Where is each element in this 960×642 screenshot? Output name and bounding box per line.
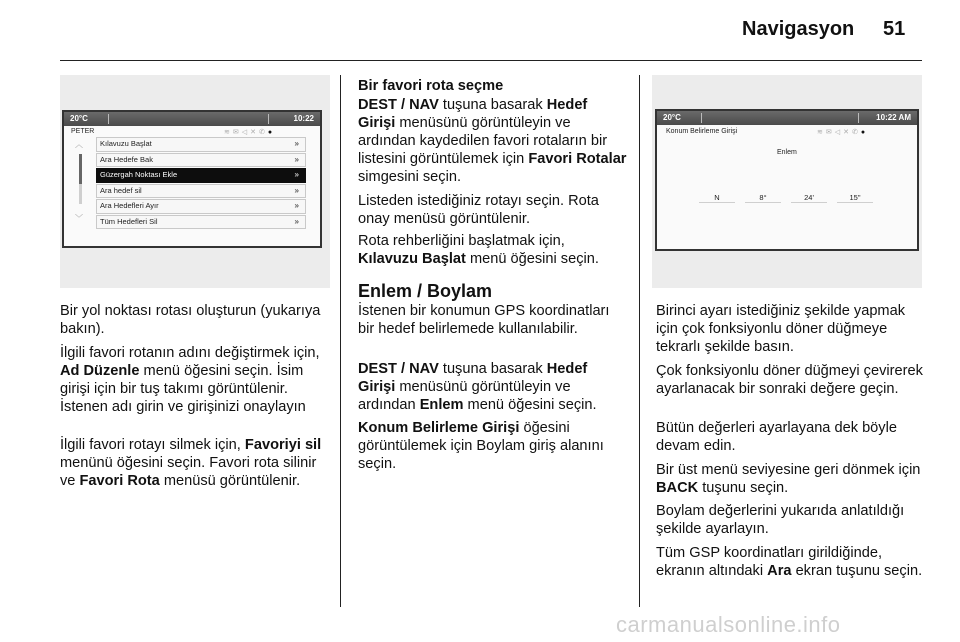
text-run: ekran tuşunu seçin.	[795, 563, 923, 579]
scroll-down-icon[interactable]: ﹀	[75, 214, 83, 223]
watermark: carmanualsonline.info	[616, 612, 841, 637]
col1-paragraph-3	[60, 436, 332, 490]
col2-paragraph-2: Listeden istediğiniz rotayı seçin. Rota onay menüsü görüntülenir.	[358, 193, 599, 227]
chevron-right-icon: »	[294, 139, 299, 148]
menu-term-hedef-girisi: Hedef Girişi	[358, 97, 588, 131]
latitude-label: Enlem	[777, 149, 797, 156]
menu-term-favori-rota: Favori Rota	[79, 473, 160, 489]
volume-icon: ◁	[241, 129, 251, 136]
col3-paragraph-2: Çok fonksiyonlu döner düğmeyi çevirerek ayarlanacak bir sonraki değere geçin.	[656, 363, 923, 397]
chevron-right-icon: »	[294, 201, 299, 210]
text-run: menü öğesini seçin.	[467, 397, 597, 413]
chevron-right-icon: »	[294, 170, 299, 179]
chevron-right-icon: »	[294, 185, 299, 195]
mute-icon: ✕	[843, 129, 853, 136]
left-screenshot-frame	[60, 75, 330, 288]
temperature-readout: 20°C	[70, 114, 88, 123]
page-number: 51	[883, 18, 906, 40]
section-heading-enlem-boylam: Enlem / Boylam	[358, 281, 493, 301]
menu-term-favoriyi-sil: Favoriyi sil	[244, 437, 322, 453]
chevron-right-icon: »	[294, 154, 299, 164]
minutes-field[interactable]: 24'	[791, 193, 827, 203]
text-run: Bir üst menü seviyesine geri dönmek için	[656, 462, 921, 478]
col3-paragraph-5: Boylam değerlerini yukarıda anlatıldığı şekilde ayarlayın.	[656, 503, 905, 537]
col2-paragraph-3	[358, 232, 628, 268]
col1-paragraph-1: Bir yol noktası rotası oluşturun (yukarıya bakın).	[60, 303, 321, 337]
scrollbar-thumb[interactable]	[79, 154, 82, 184]
col3-paragraph-6	[656, 544, 928, 580]
menu-term-hedef-girisi: Hedef Girişi	[358, 361, 588, 395]
menu-title: PETER	[71, 128, 95, 135]
menu-item-ara-hedefe-bak[interactable]	[96, 153, 306, 168]
col2-paragraph-1	[358, 96, 628, 186]
message-icon: ✉	[825, 129, 835, 136]
text-run: Tüm GSP koordinatları girildiğinde, ekranın altındaki	[656, 545, 883, 579]
col1-paragraph-2	[60, 344, 332, 416]
right-display-screen	[655, 109, 919, 251]
text-run: simgesini seçin.	[358, 169, 462, 185]
status-separator	[701, 113, 702, 123]
menu-term-konum-belirleme-girisi: Konum Belirleme Girişi	[358, 420, 520, 436]
text-run: menü öğesini seçin.	[469, 251, 599, 267]
status-icons	[224, 128, 275, 136]
phone-icon: ✆	[259, 129, 268, 136]
menu-item-label: Ara Hedefleri Ayır	[100, 201, 159, 210]
key-term-dest-nav: DEST / NAV	[358, 97, 439, 113]
key-term-back: BACK	[656, 480, 699, 496]
col2-paragraph-6	[358, 419, 628, 473]
status-separator	[268, 114, 269, 124]
header-rule	[60, 60, 922, 61]
menu-item-label: Ara Hedefe Bak	[100, 154, 153, 164]
menu-item-ara-hedefleri-ayir[interactable]	[96, 199, 306, 214]
menu-term-favori-rotalar: Favori Rotalar	[528, 151, 627, 167]
menu-list	[96, 137, 306, 230]
menu-item-guzergah-noktasi-ekle[interactable]	[96, 168, 306, 183]
col2-paragraph-5	[358, 360, 628, 414]
volume-icon: ◁	[834, 129, 844, 136]
column-divider	[639, 75, 640, 607]
menu-item-label: Tüm Hedefleri Sil	[100, 216, 158, 226]
info-icon: ●	[267, 129, 276, 136]
left-display-screen	[62, 110, 322, 248]
status-separator	[108, 114, 109, 124]
page-title: Navigasyon	[742, 18, 855, 40]
mute-icon: ✕	[250, 129, 260, 136]
menu-item-kilavuzu-baslat[interactable]	[96, 137, 306, 152]
key-term-dest-nav: DEST / NAV	[358, 361, 439, 377]
text-run: tuşuna basarak	[442, 97, 543, 113]
right-screenshot-frame	[652, 75, 922, 288]
clock-readout: 10:22	[293, 114, 314, 123]
text-run: öğesini görüntülemek için Boylam giriş alanını seçin.	[358, 420, 604, 472]
text-run: tuşunu seçin.	[702, 480, 789, 496]
text-run: Rota rehberliğini başlatmak için,	[358, 233, 565, 249]
menu-item-label: Kılavuzu Başlat	[100, 139, 152, 148]
info-icon: ●	[860, 129, 869, 136]
status-bar	[657, 111, 917, 125]
text-run: menünü öğesini seçin. Favori rota silinir ve	[60, 455, 317, 489]
message-icon: ✉	[232, 129, 242, 136]
text-run: İlgili favori rotayı silmek için,	[60, 437, 241, 453]
menu-term-enlem: Enlem	[419, 397, 464, 413]
text-run: menüsünü görüntüleyin ve ardından	[358, 379, 571, 413]
menu-item-label: Ara hedef sil	[100, 185, 142, 195]
text-run: tuşuna basarak	[442, 361, 543, 377]
menu-term-ad-duzenle: Ad Düzenle	[60, 363, 140, 379]
menu-title: Konum Belirleme Girişi	[666, 128, 738, 135]
status-separator	[858, 113, 859, 123]
menu-item-label: Güzergah Noktası Ekle	[100, 170, 178, 179]
section-heading-favori-rota: Bir favori rota seçme	[358, 78, 504, 94]
signal-icon: ≋	[224, 129, 233, 136]
degrees-field[interactable]: 8°	[745, 193, 781, 203]
status-icons	[817, 128, 868, 136]
text-run: İlgili favori rotanın adını değiştirmek için,	[60, 345, 320, 361]
col2-paragraph-4: İstenen bir konumun GPS koordinatları bir hedef belirlemede kullanılabilir.	[358, 303, 610, 337]
phone-icon: ✆	[852, 129, 861, 136]
menu-term-kilavuzu-baslat: Kılavuzu Başlat	[358, 251, 466, 267]
menu-item-ara-hedef-sil[interactable]	[96, 184, 306, 199]
menu-item-tum-hedefleri-sil[interactable]	[96, 215, 306, 230]
col3-paragraph-3: Bütün değerleri ayarlayana dek böyle devam edin.	[656, 420, 897, 454]
scroll-up-icon[interactable]: ︿	[75, 140, 83, 149]
temperature-readout: 20°C	[663, 113, 681, 122]
text-run: menü öğesini seçin. İsim girişi için bir tuş takımı görüntülenir. İstenen adı girin ve girişinizi onaylayın	[60, 363, 306, 415]
chevron-right-icon: »	[294, 216, 299, 226]
signal-icon: ≋	[817, 129, 826, 136]
text-run: menüsü görüntülenir.	[163, 473, 301, 489]
col3-paragraph-1: Birinci ayarı istediğiniz şekilde yapmak için çok fonksiyonlu döner düğmeye tekrarlı şekilde basın.	[656, 303, 906, 355]
hemisphere-field[interactable]: N	[699, 193, 735, 203]
key-term-ara: Ara	[767, 563, 792, 579]
clock-readout: 10:22 AM	[876, 113, 911, 122]
col3-paragraph-4	[656, 461, 928, 497]
seconds-field[interactable]: 15"	[837, 193, 873, 203]
column-divider	[340, 75, 341, 607]
text-run: menüsünü görüntüleyin ve ardından kaydedilen favori rotaların bir listesini görüntülemek için	[358, 115, 608, 167]
status-bar	[64, 112, 320, 126]
